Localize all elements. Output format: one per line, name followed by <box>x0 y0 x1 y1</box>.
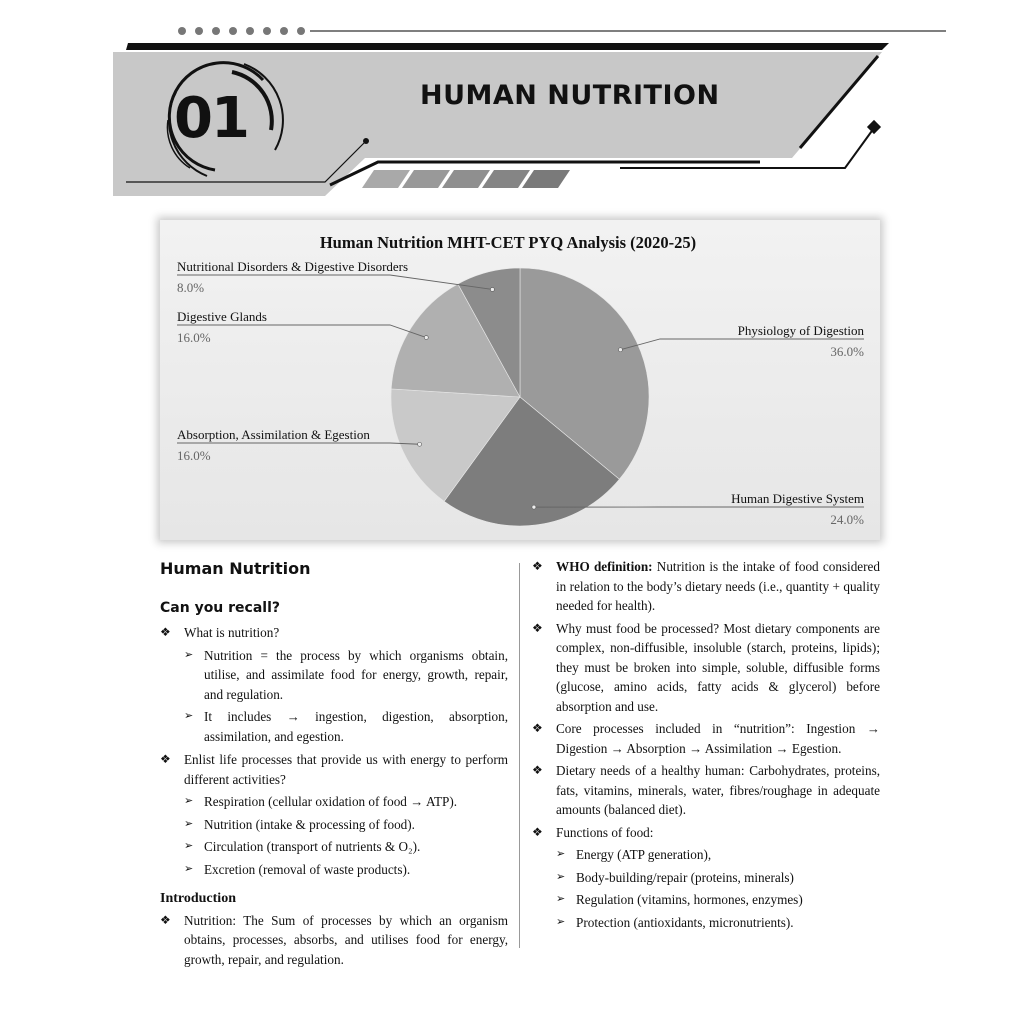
arrow-bullet-icon: ➢ <box>556 915 566 928</box>
diamond-bullet-icon: ❖ <box>532 824 543 839</box>
banner-stripes <box>362 170 570 188</box>
list-item: ➢ Protection (antioxidants, micronutrients). <box>532 913 880 933</box>
leader-dot <box>424 336 428 340</box>
diamond-bullet-icon: ❖ <box>160 912 171 927</box>
section-title: Human Nutrition <box>160 559 311 578</box>
list-item: ❖ What is nutrition? <box>160 623 508 643</box>
arrow-bullet-icon: ➢ <box>184 710 194 722</box>
arrow-bullet-icon: ➢ <box>184 648 194 661</box>
slice-value-label: 24.0% <box>830 512 864 527</box>
list-item: ➢ Nutrition = the process by which organisms obtain, utilise, and assimilate food for energy, growth, repair, and regulation. <box>184 647 508 702</box>
arrow-bullet-icon: ➢ <box>556 870 566 883</box>
chapter-title: HUMAN NUTRITION <box>420 80 720 111</box>
arrow-bullet-icon: ➢ <box>556 893 566 905</box>
column-divider <box>519 563 520 948</box>
slice-value-label: 16.0% <box>177 330 211 345</box>
diamond-bullet-icon: ❖ <box>532 620 543 635</box>
who-definition-label: WHO definition: <box>556 559 653 574</box>
diamond-bullet-icon: ❖ <box>160 625 171 639</box>
leader-dot <box>490 287 494 291</box>
introduction-heading: Introduction <box>160 891 236 906</box>
pie-chart-card <box>160 220 880 540</box>
list-item: ➢ Excretion (removal of waste products). <box>160 860 508 880</box>
arrow-bullet-icon: ➢ <box>556 848 566 860</box>
list-item: ➢ Regulation (vitamins, hormones, enzymes) <box>532 890 880 910</box>
leader-dot <box>618 348 622 352</box>
list-item: ❖ Dietary needs of a healthy human: Carbohydrates, proteins, fats, vitamins, minerals, water, fibres/roughage in adequate amounts (balanced diet). <box>532 763 880 817</box>
diamond-bullet-icon: ❖ <box>160 752 171 766</box>
leader-dot <box>418 442 422 446</box>
chapter-number: 01 <box>174 86 248 151</box>
arrow-bullet-icon: ➢ <box>184 840 194 852</box>
list-item: ❖ WHO definition: Nutrition is the intake of food considered in relation to the body’s dietary needs (i.e., quantity + quality needed for health). <box>532 559 880 613</box>
slice-label: Physiology of Digestion <box>737 323 864 338</box>
list-item: ➢ Body-building/repair (proteins, minerals) <box>532 868 880 888</box>
leader-line <box>177 275 492 289</box>
slice-value-label: 36.0% <box>830 344 864 359</box>
banner-top-bar <box>126 43 889 50</box>
list-item: ❖ Core processes included in “nutrition”: Ingestion → Digestion → Absorption → Assimilation → Egestion. <box>532 721 880 756</box>
left-column <box>160 557 508 972</box>
list-item: ➢ Energy (ATP generation), <box>532 845 880 865</box>
list-item: ➢ It includes → ingestion, digestion, absorption, assimilation, and egestion. <box>184 709 508 744</box>
chart-title: Human Nutrition MHT-CET PYQ Analysis (2020-25) <box>319 233 697 252</box>
slice-value-label: 8.0% <box>177 280 205 295</box>
list-item: ➢ Circulation (transport of nutrients & O₂). <box>160 837 508 857</box>
list-item: ➢ Nutrition (intake & processing of food). <box>160 815 508 835</box>
diamond-bullet-icon: ❖ <box>532 763 543 777</box>
slice-value-label: 16.0% <box>177 448 211 463</box>
leader-dot <box>532 505 536 509</box>
leader-line <box>177 325 426 338</box>
list-item: ➢ Respiration (cellular oxidation of food → ATP). <box>160 792 508 812</box>
leader-line <box>620 339 864 350</box>
right-column <box>532 557 880 935</box>
slice-label: Human Digestive System <box>731 491 864 506</box>
list-item: ❖ Why must food be processed? Most dietary components are complex, non-diffusible, insoluble (starch, proteins, lipids); they must be broken into simple, soluble, diffusible forms (glucose, amino acids, fatty acids & glycerol) before absorption and use. <box>532 620 880 714</box>
slice-label: Absorption, Assimilation & Egestion <box>177 427 370 442</box>
list-item: ❖ Functions of food: <box>532 823 880 843</box>
banner-dots <box>178 27 305 35</box>
recall-heading: Can you recall? <box>160 600 281 616</box>
list-item: ❖ Nutrition: The Sum of processes by which an organism obtains, processes, absorbs, and utilises food for energy, growth, repair, and regulation. <box>160 912 508 967</box>
pie-chart <box>160 220 880 540</box>
slice-label: Digestive Glands <box>177 309 267 324</box>
arrow-bullet-icon: ➢ <box>184 862 194 875</box>
list-item: ❖ Enlist life processes that provide us with energy to perform different activities? <box>160 752 508 787</box>
arrow-bullet-icon: ➢ <box>184 795 194 807</box>
slice-label: Nutritional Disorders & Digestive Disorders <box>177 259 409 274</box>
diamond-bullet-icon: ❖ <box>532 559 543 573</box>
diamond-bullet-icon: ❖ <box>532 721 543 735</box>
arrow-bullet-icon: ➢ <box>184 817 194 830</box>
leader-line <box>177 443 420 444</box>
